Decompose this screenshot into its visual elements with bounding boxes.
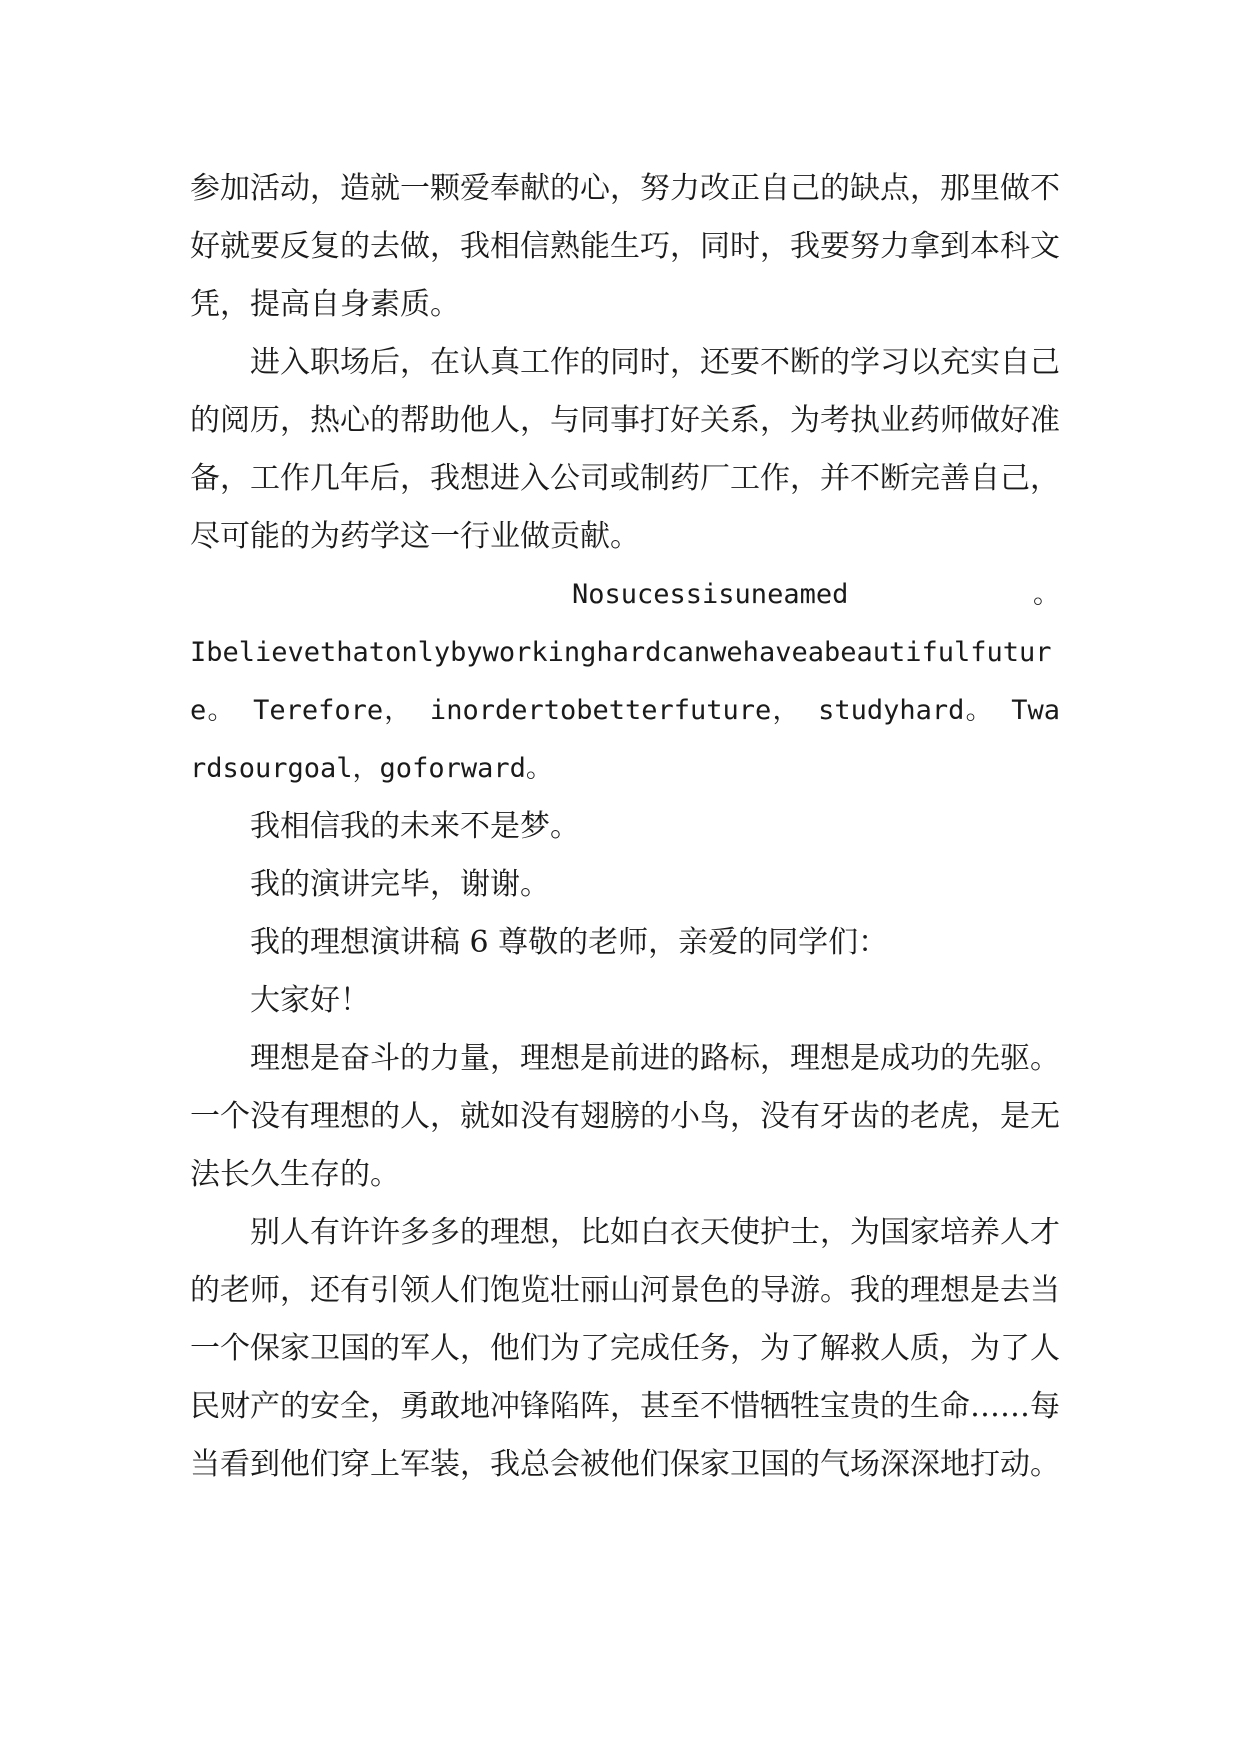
document-body <box>190 160 1060 1494</box>
paragraph-1: 参加活动，造就一颗爱奉献的心，努力改正自己的缺点，那里做不好就要反复的去做，我相信熟能生巧，同时，我要努力拿到本科文凭，提高自身素质。 <box>190 171 1060 322</box>
line-speech-end: 我的演讲完毕，谢谢。 <box>250 867 550 902</box>
english-heading-line <box>190 566 1060 624</box>
english-heading-punct: 。 <box>1033 579 1060 610</box>
english-paragraph: Ibelievethatonlybyworkinghardcanwehaveabeautifulfuture。 Terefore， inordertobetterfuture， studyhard。 Twardsourgoal，goforward。 <box>190 637 1060 784</box>
paragraph-3: 理想是奋斗的力量，理想是前进的路标，理想是成功的先驱。一个没有理想的人，就如没有翅膀的小鸟，没有牙齿的老虎，是无法长久生存的。 <box>190 1041 1060 1192</box>
paragraph-2: 进入职场后，在认真工作的同时，还要不断的学习以充实自己的阅历，热心的帮助他人，与同事打好关系，为考执业药师做好准备，工作几年后，我想进入公司或制药厂工作，并不断完善自己，尽可能的为药学这一行业做贡献。 <box>190 345 1060 554</box>
line-dream: 我相信我的未来不是梦。 <box>250 809 580 844</box>
line-greeting: 大家好！ <box>250 983 370 1018</box>
paragraph-4: 别人有许许多多的理想，比如白衣天使护士，为国家培养人才的老师，还有引领人们饱览壮丽山河景色的导游。我的理想是去当一个保家卫国的军人，他们为了完成任务，为了解救人质，为了人民财产的安全，勇敢地冲锋陷阵，甚至不惜牺牲宝贵的生命……每当看到他们穿上军装，我总会被他们保家卫国的气场深深地打动。 <box>190 1215 1060 1482</box>
english-heading: Nosucessisuneamed <box>572 579 849 610</box>
line-speech-title: 我的理想演讲稿 6 尊敬的老师，亲爱的同学们： <box>250 925 889 960</box>
